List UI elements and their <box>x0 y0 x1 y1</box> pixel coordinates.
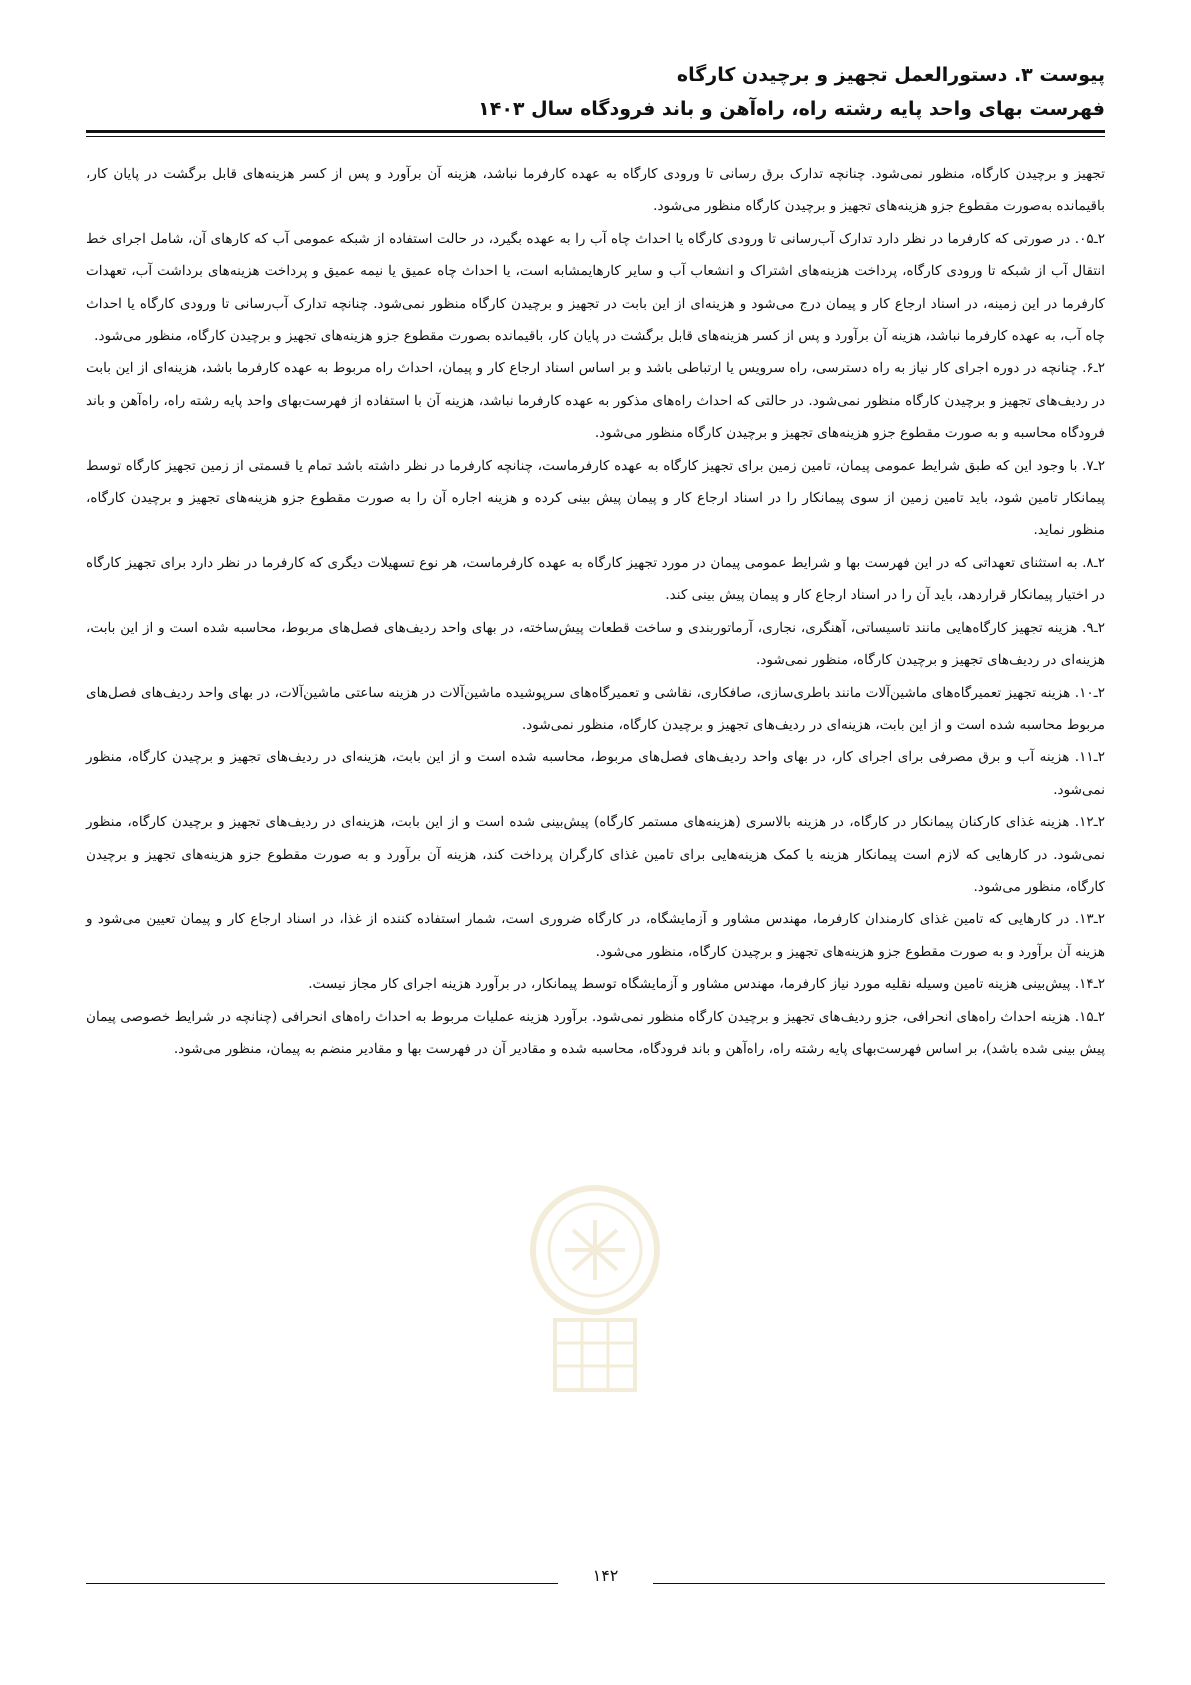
paragraph-2-13: ۲ـ۱۳. در کارهایی که تامین غذای کارمندان کارفرما، مهندس مشاور و آزمایشگاه، در کارگاه ضروری است، شمار استفاده کننده از غذا، در اسناد ارجاع کار و پیمان تعیین می‌شود و هزینه آن برآورد و به صورت مقطوع جزو هزینه‌های تجهیز و برچیدن کارگاه، منظور می‌شود. <box>86 911 1105 960</box>
document-title: فهرست بهای واحد پایه رشته راه، راه‌آهن و باند فرودگاه سال ۱۴۰۳ <box>478 98 1105 120</box>
footer-divider-right <box>653 1583 1105 1584</box>
paragraph-2-10: ۲ـ۱۰. هزینه تجهیز تعمیرگاه‌های ماشین‌آلات مانند باطری‌سازی، صافکاری، نقاشی و تعمیرگاه‌های سرپوشیده ماشین‌آلات در هزینه ساعتی ماشین‌آلات، در بهای واحد ردیف‌های فصل‌های مربوط محاسبه شده است و از این بابت، هزینه‌ای در ردیف‌های تجهیز و برچیدن کارگاه، منظور نمی‌شود. <box>86 684 1105 733</box>
paragraph-2-14: ۲ـ۱۴. پیش‌بینی هزینه تامین وسیله نقلیه مورد نیاز کارفرما، مهندس مشاور و آزمایشگاه توسط پیمانکار، در برآورد هزینه اجرای کار مجاز نیست. <box>308 976 1105 993</box>
seal-watermark-icon <box>525 1180 665 1400</box>
paragraph-2-8: ۲ـ۸. به استثنای تعهداتی که در این فهرست بها و شرایط عمومی پیمان در مورد تجهیز کارگاه به عهده کارفرماست، هر نوع تسهیلات دیگری که کارفرما در نظر دارد برای تجهیز کارگاه در اختیار پیمانکار قراردهد، باید آن را در اسناد ارجاع کار و پیمان پیش بینی کند. <box>86 554 1105 604</box>
page-header <box>86 58 1105 126</box>
page-number: ۱۴۲ <box>592 1566 619 1585</box>
header-divider-thin <box>86 136 1105 137</box>
body-text <box>86 158 1105 1065</box>
paragraph-continuation: تجهیز و برچیدن کارگاه، منظور نمی‌شود. چنانچه تدارک برق رسانی تا ورودی کارگاه به عهده کارفرما نباشد، هزینه آن برآورد و پس از کسر هزینه‌های قابل برگشت در پایان کار، باقیمانده به‌صورت مقطوع جزو هزینه‌های تجهیز و برچیدن کارگاه منظور می‌شود. <box>86 166 1105 215</box>
paragraph-2-5: ۲ـ۰۵. در صورتی که کارفرما در نظر دارد تدارک آب‌رسانی تا ورودی کارگاه یا احداث چاه آب را به عهده بگیرد، در حالت استفاده از شبکه عمومی آب که کارهای آن، شامل اجرای خط انتقال آب از شبکه تا ورودی کارگاه، پرداخت هزینه‌های اشتراک و انشعاب آب و سایر کارهایمشابه است، یا احداث چاه عمیق یا نیمه عمیق و پرداخت هزینه‌های برداشت آب، تعهدات کارفرما در این زمینه، در اسناد ارجاع کار و پیمان درج می‌شود و هزینه‌ای از این بابت در تجهیز و برچیدن کارگاه منظور نمی‌شود. چنانچه تدارک آب‌رسانی تا ورودی کارگاه یا احداث چاه آب، به عهده کارفرما نباشد، هزینه آن برآورد و پس از کسر هزینه‌های قابل برگشت در پایان کار، باقیمانده بصورت مقطوع جزو هزینه‌های تجهیز و برچیدن کارگاه، منظور می‌شود. <box>86 230 1105 345</box>
paragraph-2-11: ۲ـ۱۱. هزینه آب و برق مصرفی برای اجرای کار، در بهای واحد ردیف‌های فصل‌های مربوط، محاسبه شده است و از این بابت، هزینه‌ای در ردیف‌های تجهیز و برچیدن کارگاه، منظور نمی‌شود. <box>86 749 1105 798</box>
paragraph-2-7: ۲ـ۷. با وجود این که طبق شرایط عمومی پیمان، تامین زمین برای تجهیز کارگاه به عهده کارفرماست، چنانچه کارفرما در نظر داشته باشد تمام یا قسمتی از زمین تجهیز کارگاه توسط پیمانکار تامین شود، باید تامین زمین از سوی پیمانکار را در اسناد ارجاع کار و پیمان پیش بینی کرده و هزینه اجاره آن را به صورت مقطوع جزو هزینه‌های تجهیز و برچیدن کارگاه، منظور نماید. <box>86 457 1105 539</box>
paragraph-2-15: ۲ـ۱۵. هزینه احداث راه‌های انحرافی، جزو ردیف‌های تجهیز و برچیدن کارگاه منظور نمی‌شود. برآورد هزینه عملیات مربوط به احداث راه‌های انحرافی (چنانچه در شرایط خصوصی پیمان پیش بینی شده باشد)، بر اساس فهرست‌بهای پایه رشته راه، راه‌آهن و باند فرودگاه، محاسبه شده و مقادیر آن در فهرست بها و مقادیر منضم به پیمان، منظور می‌شود. <box>86 1008 1105 1057</box>
paragraph-2-6: ۲ـ۶. چنانچه در دوره اجرای کار نیاز به راه دسترسی، راه سرویس یا ارتباطی باشد و بر اساس اسناد ارجاع کار و پیمان، احداث راه مربوط به عهده کارفرما باشد، هزینه‌ای از این بابت در ردیف‌های تجهیز و برچیدن کارگاه منظور نمی‌شود. در حالتی که احداث راه‌های مذکور به عهده کارفرما نباشد، هزینه آن با استفاده از فهرست‌بهای واحد پایه رشته راه، راه‌آهن و باند فرودگاه محاسبه و به صورت مقطوع جزو هزینه‌های تجهیز و برچیدن کارگاه منظور می‌شود. <box>86 360 1105 442</box>
header-divider-thick <box>86 130 1105 133</box>
footer-divider-left <box>86 1583 558 1584</box>
paragraph-2-9: ۲ـ۹. هزینه تجهیز کارگاه‌هایی مانند تاسیساتی، آهنگری، نجاری، آرماتوربندی و ساخت قطعات پیش‌ساخته، در بهای واحد ردیف‌های فصل‌های مربوط، محاسبه شده است و از این بابت، هزینه‌ای در ردیف‌های تجهیز و برچیدن کارگاه، منظور نمی‌شود. <box>86 619 1105 669</box>
paragraph-2-12: ۲ـ۱۲. هزینه غذای کارکنان پیمانکار در کارگاه، در هزینه بالاسری (هزینه‌های مستمر کارگاه) پیش‌بینی شده است و از این بابت، هزینه‌ای در ردیف‌های تجهیز و برچیدن کارگاه، منظور نمی‌شود. در کارهایی که لازم است پیمانکار هزینه یا کمک هزینه‌هایی برای تامین غذای کارگران پرداخت کند، هزینه آن برآورد و به صورت مقطوع جزو هزینه‌های تجهیز و برچیدن کارگاه، منظور می‌شود. <box>86 814 1105 895</box>
appendix-title: پیوست ۳. دستورالعمل تجهیز و برچیدن کارگاه <box>676 64 1105 86</box>
